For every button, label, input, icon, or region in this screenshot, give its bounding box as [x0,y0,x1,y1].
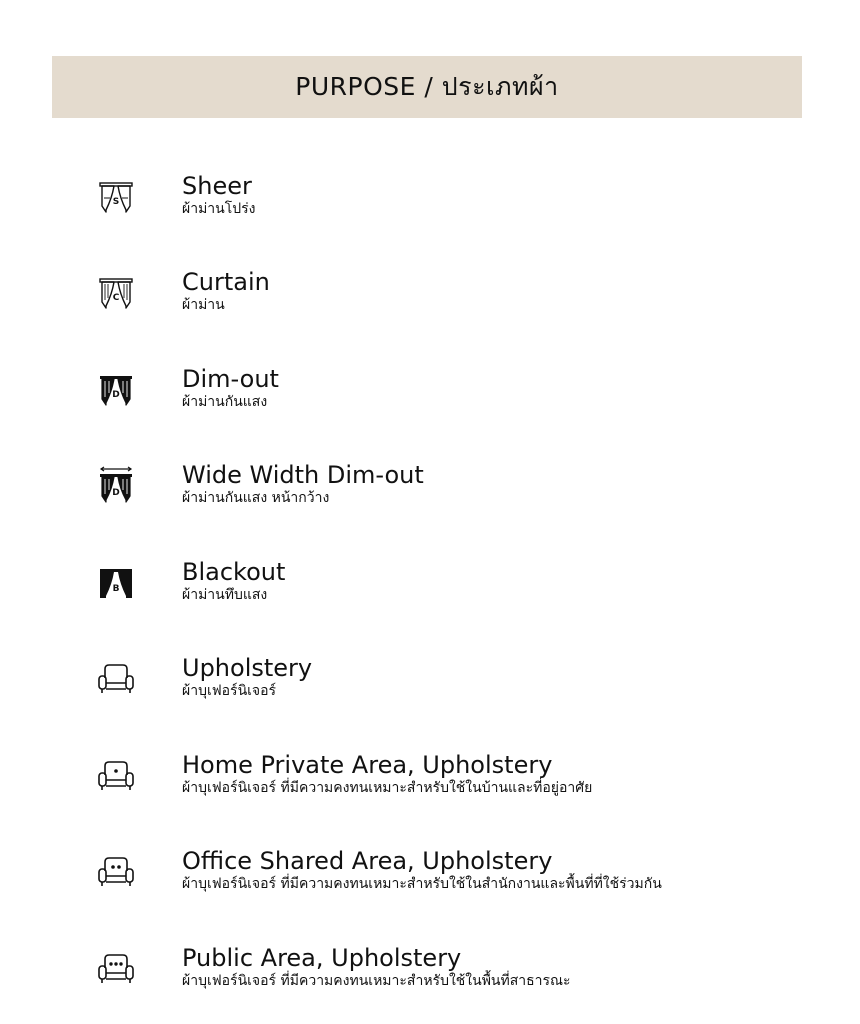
purpose-item-sheer [96,172,796,232]
dim-out-curtain-icon [96,369,136,409]
item-subtitle: ผ้าบุเฟอร์นิเจอร์ [182,683,277,699]
sheer-curtain-icon [96,176,136,216]
purpose-item-office-shared-area [96,847,796,907]
item-title: Upholstery [182,654,313,682]
item-title: Home Private Area, Upholstery [182,751,553,779]
armchair-three-dots-icon [96,948,136,988]
svg-text:S: S [112,197,120,207]
curtain-icon [96,272,136,312]
wide-dim-out-curtain-icon [96,465,136,505]
item-subtitle: ผ้าบุเฟอร์นิเจอร์ ที่มีความคงทนเหมาะสำหรับใช้ในสำนักงานและพื้นที่ที่ใช้ร่วมกัน [182,876,662,892]
item-subtitle: ผ้าม่านโปร่ง [182,201,256,217]
item-title: Sheer [182,172,252,200]
purpose-item-upholstery [96,654,796,714]
item-title: Blackout [182,558,286,586]
item-title: Office Shared Area, Upholstery [182,847,553,875]
purpose-item-dim-out [96,365,796,425]
purpose-item-blackout [96,558,796,618]
item-subtitle: ผ้าม่าน [182,297,225,313]
svg-text:C: C [112,293,120,303]
item-subtitle: ผ้าบุเฟอร์นิเจอร์ ที่มีความคงทนเหมาะสำหรับใช้ในบ้านและที่อยู่อาศัย [182,780,593,796]
item-title: Dim-out [182,365,279,393]
armchair-icon [96,658,136,698]
item-title: Curtain [182,268,270,296]
svg-text:D: D [112,488,120,498]
svg-text:B: B [112,584,120,594]
blackout-curtain-icon [96,562,136,602]
purpose-item-curtain [96,268,796,328]
item-title: Public Area, Upholstery [182,944,462,972]
svg-text:D: D [112,390,120,400]
item-subtitle: ผ้าบุเฟอร์นิเจอร์ ที่มีความคงทนเหมาะสำหรับใช้ในพื้นที่สาธารณะ [182,973,571,989]
armchair-two-dots-icon [96,851,136,891]
armchair-one-dot-icon [96,755,136,795]
item-subtitle: ผ้าม่านทึบแสง [182,587,268,603]
purpose-item-public-area [96,944,796,1004]
page-title: PURPOSE / ประเภทผ้า [295,72,559,101]
item-subtitle: ผ้าม่านกันแสง หน้ากว้าง [182,490,330,506]
item-title: Wide Width Dim-out [182,461,424,489]
purpose-item-wide-width-dim-out [96,461,796,521]
purpose-item-home-private-area [96,751,796,811]
purpose-header [52,56,802,118]
item-subtitle: ผ้าม่านกันแสง [182,394,268,410]
